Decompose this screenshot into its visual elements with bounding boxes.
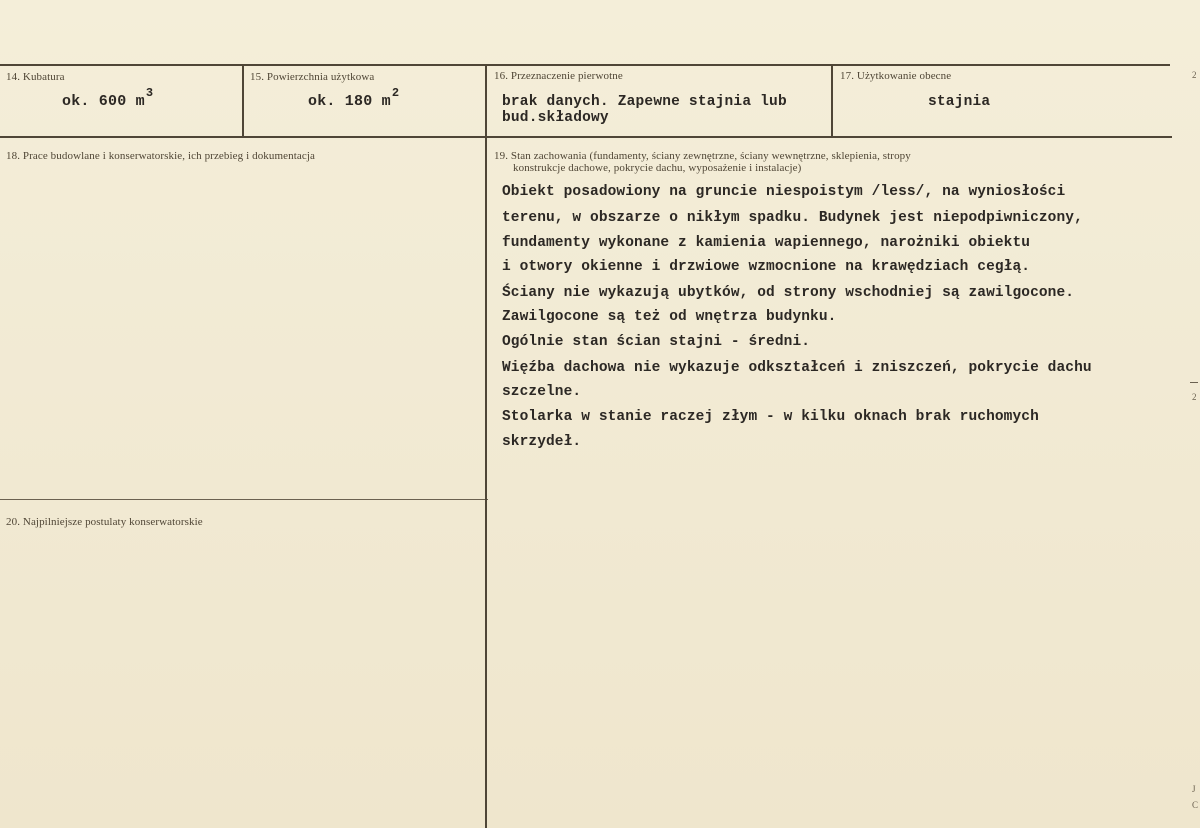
section18-20-divider — [0, 499, 488, 500]
field-14-value-text: ok. 600 m — [62, 93, 145, 110]
field-15-value-text: ok. 180 m — [308, 93, 391, 110]
state-text-line: Obiekt posadowiony na gruncie niespoistym /less/, na wyniosłości — [502, 184, 1066, 200]
edge-mark: 2 — [1192, 392, 1197, 402]
field-19-label-line-2: konstrukcje dachowe, pokrycie dachu, wyposażenie i instalacje) — [513, 162, 802, 174]
state-text-line: Więźba dachowa nie wykazuje odkształceń i zniszczeń, pokrycie dachu — [502, 360, 1092, 376]
row1-bottom-rule — [0, 136, 1172, 138]
state-text-line: Ogólnie stan ścian stajni - średni. — [502, 334, 811, 350]
field-16-label: 16. Przeznaczenie pierwotne — [494, 70, 623, 82]
divider-16-17 — [831, 64, 833, 137]
edge-tick — [1190, 382, 1198, 383]
state-text-line: Ściany nie wykazują ubytków, od strony wschodniej są zawilgocone. — [502, 285, 1075, 301]
divider-15-16 — [485, 64, 487, 828]
edge-mark: C — [1192, 800, 1199, 810]
divider-14-15 — [242, 64, 244, 137]
field-17-value: stajnia — [928, 94, 991, 110]
state-text-line: terenu, w obszarze o nikłym spadku. Budynek jest niepodpiwniczony, — [502, 210, 1083, 226]
field-16-value-line-2: bud.składowy — [502, 110, 609, 126]
field-14-label: 14. Kubatura — [6, 71, 65, 83]
edge-mark: J — [1192, 784, 1196, 794]
edge-mark: 2 — [1192, 70, 1197, 80]
state-text-line: skrzydeł. — [502, 434, 582, 450]
field-18-label: 18. Prace budowlane i konserwatorskie, ich przebieg i dokumentacja — [6, 150, 315, 162]
state-text-line: szczelne. — [502, 384, 582, 400]
field-14-superscript: 3 — [145, 86, 154, 100]
field-16-value-line-1: brak danych. Zapewne stajnia lub — [502, 94, 787, 110]
field-14-value — [62, 86, 154, 110]
state-text-line: Zawilgocone są też od wnętrza budynku. — [502, 309, 837, 325]
top-rule — [0, 64, 1170, 66]
state-text-line: Stolarka w stanie raczej złym - w kilku oknach brak ruchomych — [502, 409, 1039, 425]
field-17-label: 17. Użytkowanie obecne — [840, 70, 952, 82]
field-20-label: 20. Najpilniejsze postulaty konserwatorskie — [6, 516, 203, 528]
field-15-value — [308, 86, 400, 110]
field-19-label-line-1: 19. Stan zachowania (fundamenty, ściany zewnętrzne, ściany wewnętrzne, sklepienia, stropy — [494, 150, 911, 162]
state-text-line: fundamenty wykonane z kamienia wapiennego, narożniki obiektu — [502, 235, 1031, 251]
field-15-superscript: 2 — [391, 86, 400, 100]
field-15-label: 15. Powierzchnia użytkowa — [250, 71, 375, 83]
state-text-line: i otwory okienne i drzwiowe wzmocnione na krawędziach cegłą. — [502, 259, 1031, 275]
